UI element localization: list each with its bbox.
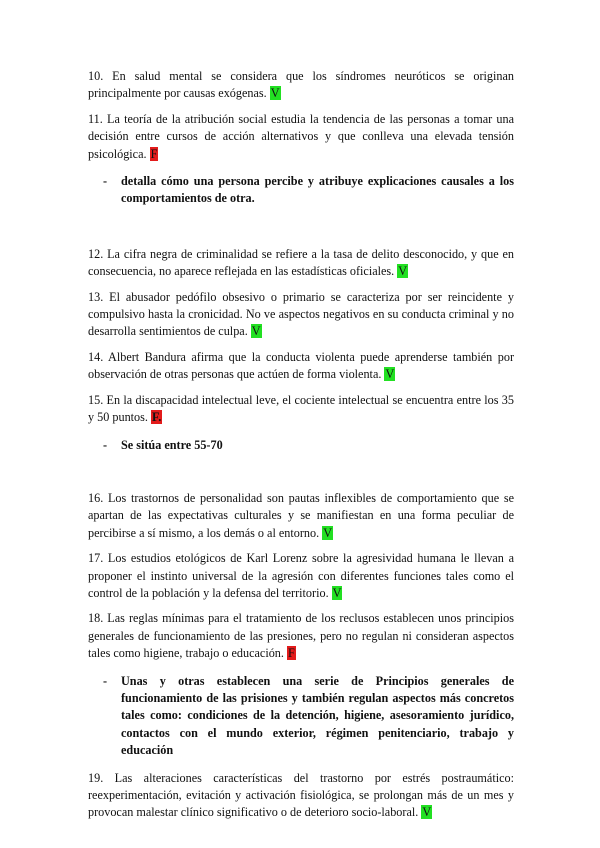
question-17: [88, 550, 514, 602]
answer-false-badge: F: [150, 146, 158, 161]
question-15: [88, 392, 514, 427]
answer-true-badge: V: [332, 585, 342, 600]
correction-text: Unas y otras establecen una serie de Principios generales de funcionamiento de las prisiones y también regulan aspectos más concretos tales como: condiciones de la detención, higiene, asesoramiento jurídico, contactos con el mundo exterior, régimen penitenciario, trabajo y educación: [121, 673, 514, 758]
answer-false-badge: F.: [151, 410, 162, 425]
question-text: 14. Albert Bandura afirma que la conducta violenta puede aprenderse también por observación de otras personas que actúen de forma violenta.: [88, 349, 514, 382]
question-text: 10. En salud mental se considera que los síndromes neuróticos se originan principalmente por causas exógenas.: [88, 69, 514, 101]
correction-note: [88, 173, 514, 208]
answer-false-badge: F: [288, 646, 295, 661]
correction-note: [88, 673, 514, 760]
bullet-dash: -: [103, 673, 108, 688]
answer-true-badge: V: [422, 805, 432, 820]
question-text: 19. Las alteraciones características del trastorno por estrés postraumático: reexperimentación, evitación y activación fisiológica, se prolongan más de un mes y provocan malestar clínico significativo o de deterioro socio-laboral.: [88, 770, 514, 820]
question-list: [88, 68, 514, 830]
question-14: [88, 349, 514, 384]
spacer: [88, 454, 514, 490]
question-19: [88, 770, 514, 822]
question-10: [88, 68, 514, 103]
answer-true-badge: V: [398, 264, 408, 279]
answer-true-badge: V: [251, 324, 261, 339]
question-text: 15. En la discapacidad intelectual leve, el cociente intelectual se encuentra entre los 35 y 50 puntos.: [88, 392, 514, 425]
question-12: [88, 246, 514, 281]
question-text: 13. El abusador pedófilo obsesivo o primario se caracteriza por ser reincidente y compulsivo hasta la cronicidad. No ve aspectos negativos en su conducta criminal y no desarrolla sentimientos de culpa.: [88, 289, 514, 339]
bullet-dash: -: [103, 174, 108, 189]
question-13: [88, 289, 514, 341]
bullet-dash: -: [103, 437, 108, 452]
correction-text: detalla cómo una persona percibe y atribuye explicaciones causales a los comportamientos de otra.: [121, 174, 514, 206]
question-16: [88, 490, 514, 542]
question-11: [88, 111, 514, 163]
answer-true-badge: V: [323, 525, 333, 540]
question-text: 17. Los estudios etológicos de Karl Lorenz sobre la agresividad humana le llevan a proponer el instinto universal de la agresión con diferentes funciones tales como el control de la población y la defensa del territorio.: [88, 551, 514, 600]
question-text: 16. Los trastornos de personalidad son pautas inflexibles de comportamiento que se apartan de las expectativas culturales y se manifiestan en una forma peculiar de percibirse a sí mismo, a los demás o al entorno.: [88, 490, 514, 540]
correction-text: Se sitúa entre 55-70: [121, 437, 223, 452]
answer-true-badge: V: [385, 367, 395, 382]
question-text: 18. Las reglas mínimas para el tratamiento de los reclusos establecen unos principios generales de funcionamiento de las presiones, pero no regulan ni consideran aspectos tales como higiene, trabajo o educación.: [88, 611, 514, 661]
spacer: [88, 208, 514, 246]
question-text: 12. La cifra negra de criminalidad se refiere a la tasa de delito desconocido, y que en consecuencia, no aparece reflejada en las estadísticas oficiales.: [88, 246, 514, 279]
question-text: 11. La teoría de la atribución social estudia la tendencia de las personas a tomar una decisión entre cursos de acción alternativos y que conlleva una elevada tensión psicológica.: [88, 111, 514, 161]
correction-note: [88, 437, 514, 454]
answer-true-badge: V: [270, 86, 280, 101]
question-18: [88, 610, 514, 662]
